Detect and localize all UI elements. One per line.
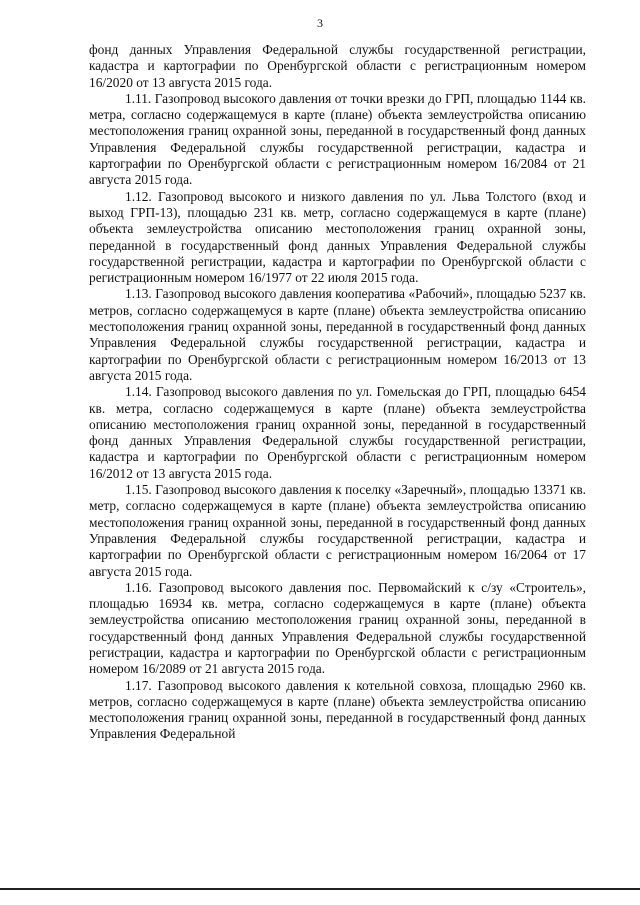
paragraph-continuation: фонд данных Управления Федеральной службы государственной регистрации, кадастра и картографии по Оренбургской области с регистрационным номером 16/2020 от 13 августа 2015 года. (89, 42, 586, 90)
paragraph-1-16: 1.16. Газопровод высокого давления пос. Первомайский к с/зу «Строитель», площадью 16934 кв. метра, согласно содержащемуся в карте (плане) объекта землеустройства описанию местоположения границ охранной зоны, переданной в государственный фонд данных Управления Федеральной службы государственной регистрации, кадастра и картографии по Оренбургской области с регистрационным номером 16/2089 от 21 августа 2015 года. (89, 579, 586, 677)
paragraph-1-15: 1.15. Газопровод высокого давления к поселку «Заречный», площадью 13371 кв. метр, согласно содержащемуся в карте (плане) объекта землеустройства описанию местоположения границ охранной зоны, переданной в государственный фонд данных Управления Федеральной службы государственной регистрации, кадастра и картографии по Оренбургской области с регистрационным номером 16/2064 от 17 августа 2015 года. (89, 482, 586, 579)
paragraph-1-17: 1.17. Газопровод высокого давления к котельной совхоза, площадью 2960 кв. метров, согласно содержащемуся в карте (плане) объекта землеустройства описанию местоположения границ охранной зоны, переданной в государственный фонд данных Управления Федеральной (89, 677, 586, 742)
paragraph-1-13: 1.13. Газопровод высокого давления кооператива «Рабочий», площадью 5237 кв. метров, согласно содержащемуся в карте (плане) объекта землеустройства описанию местоположения границ охранной зоны, переданной в государственный фонд данных Управления Федеральной службы государственной регистрации, кадастра и картографии по Оренбургской области с регистрационным номером 16/2013 от 13 августа 2015 года. (89, 286, 586, 383)
paragraph-1-11: 1.11. Газопровод высокого давления от точки врезки до ГРП, площадью 1144 кв. метра, согласно содержащемуся в карте (плане) объекта землеустройства описанию местоположения границ охранной зоны, переданной в государственный фонд данных Управления Федеральной службы государственной регистрации, кадастра и картографии по Оренбургской области с регистрационным номером 16/2084 от 21 августа 2015 года. (89, 90, 586, 188)
bottom-divider (0, 888, 640, 890)
document-body (89, 42, 586, 743)
paragraph-1-12: 1.12. Газопровод высокого и низкого давления по ул. Льва Толстого (вход и выход ГРП-13), площадью 231 кв. метр, согласно содержащемуся в карте (плане) объекта землеустройства описанию местоположения границ охранной зоны, переданной в государственный фонд данных Управления Федеральной службы государственной регистрации, кадастра и картографии по Оренбургской области с регистрационным номером 16/1977 от 22 июля 2015 года. (89, 188, 586, 286)
page-number: 3 (317, 16, 323, 30)
paragraph-1-14: 1.14. Газопровод высокого давления по ул. Гомельская до ГРП, площадью 6454 кв. метра, согласно содержащемуся в карте (плане) объекта землеустройства описанию местоположения границ охранной зоны, переданной в государственный фонд данных Управления Федеральной службы государственной регистрации, кадастра и картографии по Оренбургской области с регистрационным номером 16/2012 от 13 августа 2015 года. (89, 384, 586, 481)
